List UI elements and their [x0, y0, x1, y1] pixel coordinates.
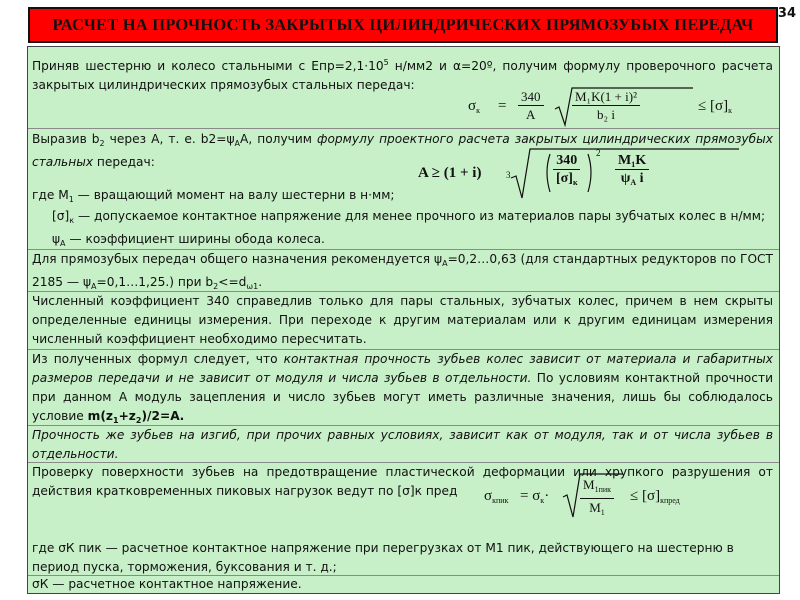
page-title: РАСЧЕТ НА ПРОЧНОСТЬ ЗАКРЫТЫХ ЦИЛИНДРИЧЕСКИХ ПРЯМОЗУБЫХ ПЕРЕДАЧ: [52, 15, 754, 34]
sigma-symbol: σ: [468, 98, 477, 114]
equals: =: [498, 98, 507, 114]
text: .: [258, 275, 263, 289]
subscript: A: [234, 139, 240, 148]
subscript: A: [91, 282, 97, 291]
paragraph-peak-definition: где σК пик — расчетное контактное напряжение при перегрузках от М1 пик, действующего на шестерню в период пуска, торможения, буксования и т. д.;: [32, 541, 734, 574]
subscript: 2: [135, 416, 142, 425]
text: =0,2…0,63 (для стандартных редукторов по ГОСТ 2185 — ψ: [32, 252, 773, 289]
text: [σ]: [52, 209, 70, 223]
text: ψ: [52, 232, 61, 246]
subscript: 1: [600, 508, 605, 517]
radical-numerator: M: [583, 477, 595, 492]
text: — коэффициент ширины обода колеса.: [65, 232, 325, 246]
subscript: к: [69, 216, 75, 225]
paragraph-bending: Прочность же зубьев на изгиб, при прочих равных условиях, зависит как от модуля, так и от числа зубьев в отдельности.: [32, 428, 773, 461]
text: передач:: [93, 155, 155, 169]
text: Для прямозубых передач общего назначения рекомендуется ψ: [32, 252, 443, 266]
subscript: кпик: [492, 496, 509, 505]
text: Из полученных формул следует, что: [32, 352, 284, 366]
subscript: к: [728, 106, 732, 115]
paragraph-peak-check: Проверку поверхности зубьев на предотвращение пластической деформации или хрупкого разрушения от действия кратковременных пиковых нагрузок ведут по [σ]к пред: [32, 465, 773, 498]
fraction-numerator: M₁K: [615, 152, 649, 170]
paragraph-coefficient: Численный коэффициент 340 справедлив только для пары стальных, зубчатых колес, причем в нем скрыты определенные единицы измерения. При переходе к другим материалам или к другим единицам измерения численный коэффициент необходимо пересчитать.: [32, 294, 773, 346]
fraction-denominator: A: [526, 107, 536, 122]
subscript: к: [476, 106, 480, 115]
superscript: 5: [383, 58, 389, 67]
subscript: 1: [113, 416, 119, 425]
fraction-numerator: 340: [553, 152, 580, 170]
paragraph-sigma-k-definition: σК — расчетное контактное напряжение.: [32, 577, 302, 591]
definition-sigma-k: [52, 207, 773, 230]
text: A, получим: [240, 132, 318, 146]
sigma-symbol: σ: [484, 488, 493, 504]
text: Приняв шестерню и колесо стальными с Епр=2,1·10: [32, 59, 384, 73]
fraction-denominator: ψ: [620, 171, 631, 186]
dot: ·: [544, 488, 550, 504]
text: — вращающий момент на валу шестерни в н·мм;: [73, 188, 395, 202]
formula-peak-contact: [484, 471, 764, 521]
bold-text: +z: [118, 409, 136, 423]
less-equal: ≤ [σ]: [630, 488, 661, 504]
text: где М: [32, 188, 69, 202]
bold-text: m(z: [87, 409, 114, 423]
content-panel: [27, 46, 780, 594]
radical-denominator: M: [589, 500, 601, 515]
subscript: 2: [213, 282, 219, 291]
italic-text: формулу проектного расчета закрытых цилиндрических прямозубых стальных: [32, 132, 773, 169]
radical-denominator: b₂ i: [597, 107, 615, 122]
divider: [28, 128, 779, 129]
slide-number: 34: [777, 6, 796, 21]
text: н/мм2 и α=20º, получим формулу проверочного расчета закрытых цилиндрических прямозубых стальных передач:: [32, 59, 773, 92]
subscript: ω1: [246, 282, 259, 291]
subscript: A: [630, 178, 637, 187]
bold-text: )/2=А.: [141, 409, 185, 423]
fraction-denominator: [σ]: [556, 171, 573, 186]
radical-numerator: M₁K(1 + i)²: [572, 88, 640, 106]
formula-check-contact: [468, 87, 768, 127]
exponent: 2: [596, 148, 601, 158]
lhs: A ≥ (1 + i): [418, 165, 482, 181]
text: Выразив b: [32, 132, 100, 146]
text: По условиям контактной прочности при данном А модуль зацепления и число зубьев могут иметь различные значения, лишь бы соблюдалось условие: [32, 371, 773, 423]
subscript: 1: [68, 195, 74, 204]
text: через А, т. е. b2=ψ: [104, 132, 235, 146]
fraction-denominator-tail: i: [639, 171, 644, 186]
subscript: 1пик: [594, 485, 612, 494]
subscript: A: [60, 239, 66, 248]
subscript: кпред: [660, 496, 680, 505]
paragraph-recommend: [32, 250, 773, 296]
fraction-numerator: 340: [518, 88, 544, 106]
subscript: к: [540, 496, 545, 505]
root-index: 3: [506, 170, 511, 180]
italic-text: контактная прочность зубьев колес зависит от материала и габаритных размеров передачи и не зависит от модуля и числа зубьев в отдельности.: [32, 352, 773, 385]
subscript: к: [572, 178, 578, 187]
less-equal: ≤ [σ]: [698, 98, 729, 114]
subscript: 2: [99, 139, 105, 148]
text: =0,1…1,25.) при b: [96, 275, 214, 289]
paragraph-conclusion: [32, 350, 773, 430]
text: <=d: [218, 275, 247, 289]
title-banner: [28, 7, 778, 43]
subscript: A: [442, 259, 448, 268]
definition-m1: [32, 186, 773, 209]
text: — допускаемое контактное напряжение для менее прочного из материалов пары зубчатых колес в н/мм;: [74, 209, 766, 223]
equals: = σ: [520, 488, 541, 504]
